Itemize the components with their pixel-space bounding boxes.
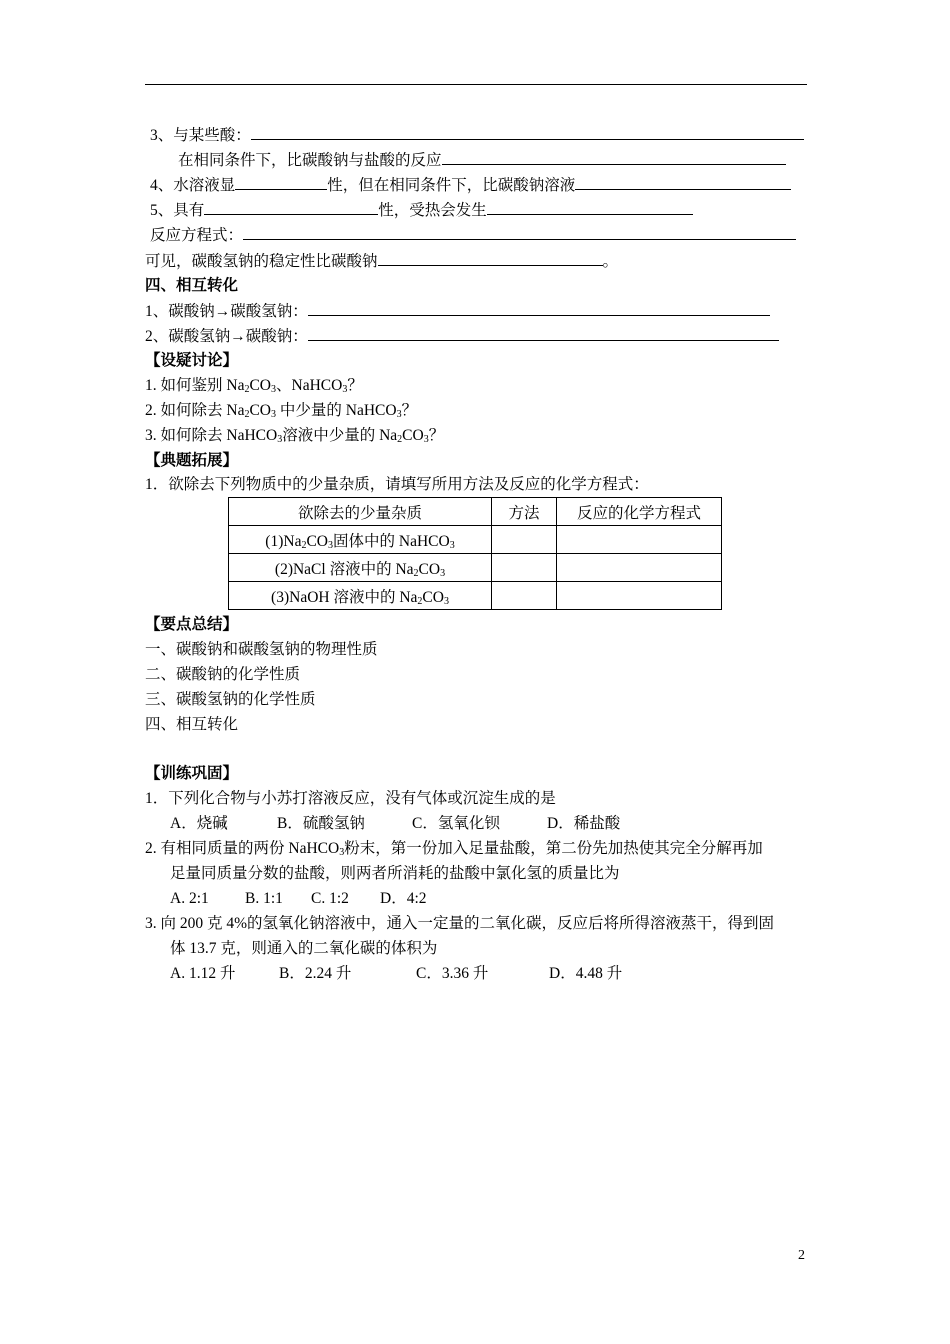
cell-text: CO [422, 588, 444, 606]
q3-text: ？ [428, 427, 445, 444]
q2-text: CO [249, 402, 271, 419]
subscript: 2 [397, 434, 403, 445]
summary-item: 三、碳酸氢钠的化学性质 [145, 691, 316, 708]
impurity-table [228, 497, 722, 610]
item-5-prefix: 5、具有 [150, 202, 205, 219]
subscript: 3 [396, 409, 402, 420]
practice-heading: 【训练巩固】 [145, 765, 239, 782]
subscript: 3 [271, 409, 276, 420]
stability-period: 。 [602, 253, 619, 270]
table-cell-impurity [229, 554, 492, 582]
practice-q3-stem: 3. 向 200 克 4%的氢氧化钠溶液中，通入一定量的二氧化碳，反应后将所得溶液蒸干，得到固 [145, 915, 775, 932]
section-4-heading: 四、相互转化 [145, 277, 239, 294]
answer-blank[interactable] [243, 224, 796, 240]
practice-q2-option[interactable]: D．4:2 [380, 890, 427, 907]
q2-text: ？ [401, 402, 418, 419]
item-4-prefix: 4、水溶液显 [150, 177, 236, 194]
subscript: 3 [440, 567, 446, 579]
practice-q2-option[interactable]: C. 1:2 [311, 890, 349, 907]
table-cell-equation[interactable] [557, 582, 722, 610]
table-row [229, 582, 722, 610]
conversion-2-label: 2、碳酸氢钠→碳酸钠： [145, 328, 308, 345]
subscript: 2 [244, 409, 250, 420]
practice-q2-stem [145, 838, 763, 860]
q2-text: 中少量的 NaHCO [276, 402, 397, 419]
subscript: 3 [271, 384, 276, 395]
table-cell-equation[interactable] [557, 526, 722, 554]
table-cell-impurity [229, 582, 492, 610]
answer-blank[interactable] [251, 124, 804, 140]
subscript: 2 [413, 567, 419, 579]
table-cell-method[interactable] [492, 526, 557, 554]
table-cell-method[interactable] [492, 582, 557, 610]
item-3-sub-line [178, 149, 786, 171]
item-4-middle: 性，但在相同条件下，比碳酸钠溶液 [327, 177, 576, 194]
example-heading: 【典题拓展】 [145, 452, 239, 469]
practice-q1-option[interactable]: B．硫酸氢钠 [277, 815, 365, 832]
answer-blank[interactable] [308, 300, 770, 316]
item-3-sub-label: 在相同条件下，比碳酸钠与盐酸的反应 [178, 152, 442, 169]
discussion-heading: 【设疑讨论】 [145, 352, 239, 369]
subscript: 2 [301, 539, 307, 551]
discussion-q2 [145, 400, 417, 422]
practice-q3-option[interactable]: B．2.24 升 [279, 965, 352, 982]
subscript: 3 [443, 595, 449, 607]
q1-text: ？ [347, 377, 363, 394]
item-3-line [150, 124, 804, 146]
practice-q1-option[interactable]: C．氢氧化钡 [412, 815, 500, 832]
subscript: 3 [277, 434, 283, 445]
subscript: 2 [417, 595, 423, 607]
q3-text: 溶液中少量的 Na [282, 427, 398, 444]
subscript: 3 [423, 434, 429, 445]
practice-q2-option[interactable]: A. 2:1 [170, 890, 209, 907]
table-cell-method[interactable] [492, 554, 557, 582]
discussion-q1 [145, 375, 363, 397]
q1-text: CO [249, 377, 271, 394]
practice-q3-option[interactable]: A. 1.12 升 [170, 965, 236, 982]
table-header-row [229, 498, 722, 526]
q1-text: 、NaHCO [276, 377, 343, 394]
conversion-1-label: 1、碳酸钠→碳酸氢钠： [145, 303, 308, 320]
item-4-line [150, 174, 791, 196]
cell-text: (1)Na [265, 532, 302, 550]
table-header-cell: 反应的化学方程式 [557, 498, 722, 526]
q3-text: 3. 如何除去 NaHCO [145, 427, 278, 444]
item-3-label: 3、与某些酸： [150, 127, 251, 144]
cell-text: CO [306, 532, 328, 550]
practice-q1-option[interactable]: A．烧碱 [170, 815, 228, 832]
conversion-2-line [145, 325, 779, 347]
answer-blank[interactable] [378, 250, 603, 266]
practice-q1-stem: 1．下列化合物与小苏打溶液反应，没有气体或沉淀生成的是 [145, 790, 556, 807]
item-5-line [150, 199, 693, 221]
table-cell-impurity [229, 526, 492, 554]
page-number: 2 [798, 1248, 805, 1263]
summary-item: 四、相互转化 [145, 716, 239, 733]
cell-text: 固体中的 NaHCO [333, 532, 450, 550]
cell-text: (3)NaOH 溶液中的 Na [271, 588, 418, 606]
answer-blank[interactable] [575, 174, 791, 190]
answer-blank[interactable] [487, 199, 693, 215]
equation-line [150, 224, 796, 246]
subscript: 3 [342, 384, 348, 395]
table-cell-equation[interactable] [557, 554, 722, 582]
discussion-q3 [145, 425, 444, 447]
q2-text: 2. 如何除去 Na [145, 402, 245, 419]
q2-stem-text: 粉末，第一份加入足量盐酸，第二份先加热使其完全分解再加 [344, 840, 763, 857]
subscript: 2 [244, 384, 250, 395]
equation-label: 反应方程式： [150, 227, 244, 244]
cell-text: CO [418, 560, 441, 578]
practice-q3-option[interactable]: D．4.48 升 [549, 965, 623, 982]
conversion-1-line [145, 300, 770, 322]
practice-q3-option[interactable]: C．3.36 升 [416, 965, 489, 982]
practice-q1-option[interactable]: D．稀盐酸 [547, 815, 621, 832]
table-header-cell: 欲除去的少量杂质 [229, 498, 492, 526]
subscript: 3 [339, 847, 345, 858]
example-intro: 1．欲除去下列物质中的少量杂质，请填写所用方法及反应的化学方程式： [145, 476, 649, 493]
answer-blank[interactable] [204, 199, 378, 215]
answer-blank[interactable] [235, 174, 327, 190]
summary-item: 二、碳酸钠的化学性质 [145, 666, 301, 683]
subscript: 3 [328, 539, 333, 551]
q1-text: 1. 如何鉴别 Na [145, 377, 245, 394]
practice-q3-stem-line2: 体 13.7 克，则通入的二氧化碳的体积为 [170, 940, 438, 957]
summary-item: 一、碳酸钠和碳酸氢钠的物理性质 [145, 641, 378, 658]
table-row [229, 554, 722, 582]
practice-q2-option[interactable]: B. 1:1 [245, 890, 283, 907]
q2-stem-text: 2. 有相同质量的两份 NaHCO [145, 840, 340, 857]
answer-blank[interactable] [442, 149, 786, 165]
summary-heading: 【要点总结】 [145, 616, 239, 633]
answer-blank[interactable] [308, 325, 779, 341]
item-5-middle: 性，受热会发生 [378, 202, 487, 219]
table-row [229, 526, 722, 554]
table-header-cell: 方法 [492, 498, 557, 526]
cell-text: (2)NaCl 溶液中的 Na [274, 560, 414, 578]
stability-text: 可见，碳酸氢钠的稳定性比碳酸钠 [145, 253, 378, 270]
q3-text: CO [402, 427, 424, 444]
stability-line [145, 250, 618, 272]
subscript: 3 [449, 539, 455, 551]
practice-q2-stem-line2: 足量同质量分数的盐酸，则两者所消耗的盐酸中氯化氢的质量比为 [170, 865, 620, 882]
header-rule [145, 84, 807, 85]
